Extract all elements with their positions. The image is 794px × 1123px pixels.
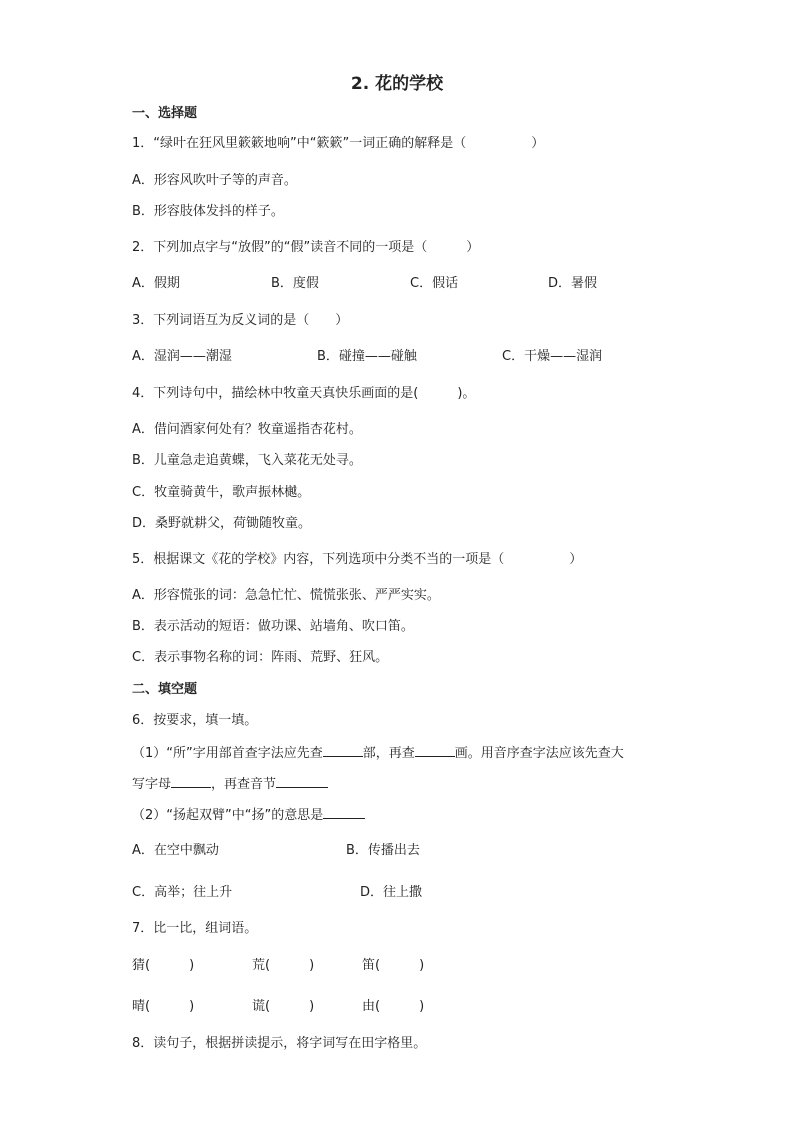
question-1-stem: 1．“绿叶在狂风里簌簌地响”中“簌簌”一词正确的解释是（ ） [132,136,545,151]
question-5-option-b: B．表示活动的短语：做功课、站墙角、吹口笛。 [132,619,414,634]
question-6-part-1-text-d: 写字母 [132,777,172,792]
answer-blank-radical[interactable] [323,744,363,757]
question-6-part-2 [132,806,365,824]
word-group-item: 猜( ) [132,958,195,973]
word-group-item: 谎( ) [252,999,315,1014]
answer-blank-strokes[interactable] [415,744,455,757]
question-6-stem: 6．按要求，填一填。 [132,713,258,728]
question-6-part-1-text-c: 画。用音序查字法应该先查大 [454,746,624,761]
word-group-item: 晴( ) [132,999,195,1014]
question-2-stem: 2．下列加点字与“放假”的“假”读音不同的一项是（ ） [132,240,480,255]
question-6-part-2-text: （2）“扬起双臂”中“扬”的意思是 [132,808,324,823]
question-1-option-a: A．形容风吹叶子等的声音。 [132,173,297,188]
question-4-option-c: C．牧童骑黄牛，歌声振林樾。 [132,485,311,500]
question-6-part-1-text-e: ，再查音节 [211,777,277,792]
question-3-option-a: A．湿润——潮湿 [132,349,232,364]
question-6-part-1-line-1 [132,744,624,762]
question-5-option-c: C．表示事物名称的词：阵雨、荒野、狂风。 [132,650,389,665]
question-2-option-a: A．假期 [132,276,180,291]
question-6-option-a: A．在空中飘动 [132,843,219,858]
question-2-option-d: D．暑假 [548,276,598,291]
question-4-option-d: D．桑野就耕父，荷锄随牧童。 [132,516,312,531]
question-2-option-b: B．度假 [271,276,319,291]
word-group-item: 荒( ) [252,958,315,973]
question-5-stem: 5．根据课文《花的学校》内容，下列选项中分类不当的一项是（ ） [132,552,583,567]
question-1-option-b: B．形容肢体发抖的样子。 [132,204,284,219]
question-7-stem: 7．比一比，组词语。 [132,921,258,936]
question-4-stem: 4．下列诗句中，描绘林中牧童天真快乐画面的是( )。 [132,386,476,401]
question-6-part-1-text-b: 部，再查 [362,746,415,761]
answer-blank-letter[interactable] [171,775,211,788]
page-title: 2. 花的学校 [350,74,444,94]
answer-blank-syllable[interactable] [276,775,328,788]
question-3-option-c: C．干燥——湿润 [502,349,603,364]
question-4-option-b: B．儿童急走追黄蝶，飞入菜花无处寻。 [132,453,362,468]
section-heading-fill: 二、填空题 [132,682,198,697]
question-6-part-1-text-a: （1）“所”字用部首查字法应先查 [132,746,323,761]
question-6-option-d: D．往上撒 [360,885,423,900]
question-3-stem: 3．下列词语互为反义词的是（ ） [132,313,349,328]
question-6-part-1-line-2 [132,775,328,793]
question-4-option-a: A．借问酒家何处有？牧童遥指杏花村。 [132,422,362,437]
question-3-option-b: B．碰撞——碰触 [317,349,417,364]
question-6-option-c: C．高举；往上升 [132,885,233,900]
section-heading-choice: 一、选择题 [132,106,198,121]
answer-blank-meaning[interactable] [323,806,365,819]
question-8-stem: 8．读句子，根据拼读提示，将字词写在田字格里。 [132,1036,427,1051]
question-6-option-b: B．传播出去 [346,843,420,858]
question-5-option-a: A．形容慌张的词：急急忙忙、慌慌张张、严严实实。 [132,588,440,603]
question-2-option-c: C．假话 [410,276,459,291]
word-group-item: 笛( ) [362,958,425,973]
word-group-item: 由( ) [362,999,425,1014]
